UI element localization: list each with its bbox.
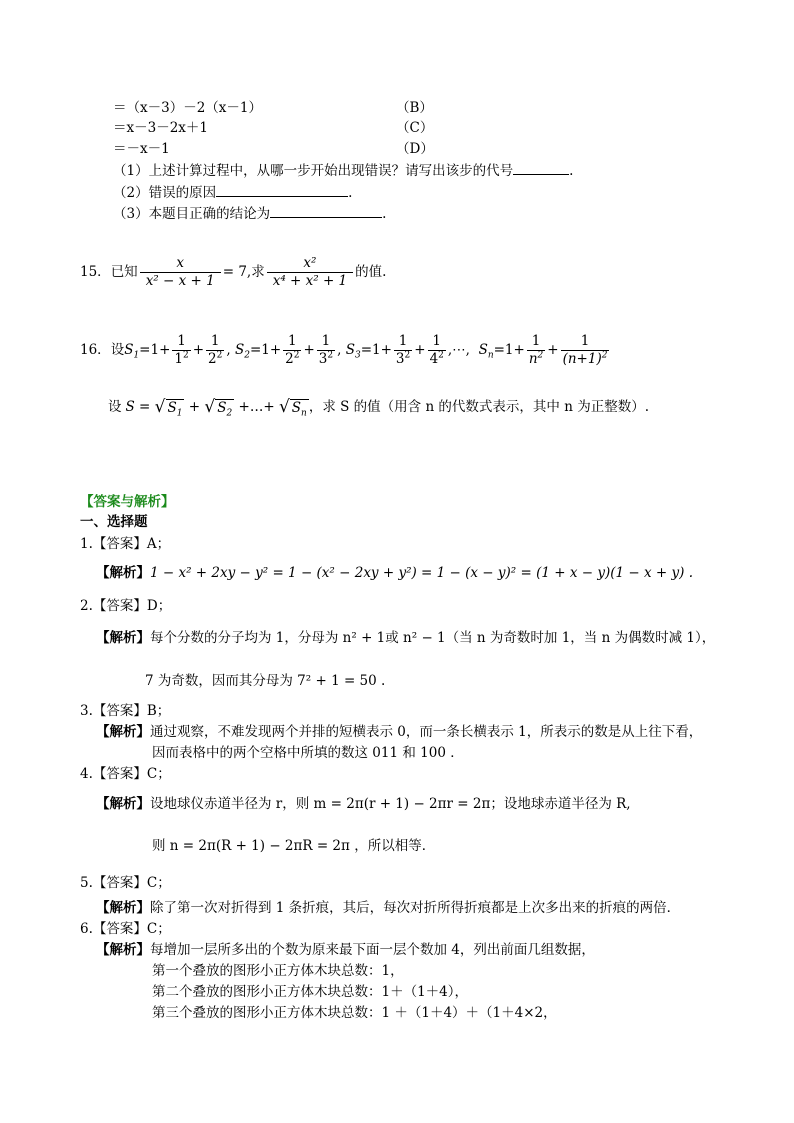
- answer-1-label: 1.【答案】A；: [80, 536, 171, 552]
- step-b-code: （B）: [396, 100, 433, 116]
- answer-5-explanation: 【解析】除了第一次对折得到 1 条折痕，其后，每次对折所得折痕都是上次多出来的折痕的两倍．: [96, 900, 681, 916]
- step-d: ＝－x－1: [113, 141, 170, 157]
- step-b-expr: ＝（x－3）－2（x－1）: [113, 100, 262, 116]
- step-b: [113, 100, 262, 116]
- q15-equals: = 7: [222, 264, 247, 281]
- q16-s1-formula: $S_1$: [124, 342, 140, 361]
- answers-heading: 【答案与解析】: [80, 494, 175, 510]
- answer-blank-1: [513, 161, 569, 175]
- q15-text-2: ,求: [246, 264, 265, 281]
- q16-frac-f: $\frac{1}{4^2}$: [429, 333, 444, 367]
- q16-number: 16．: [80, 342, 111, 359]
- answer-3-label: 3.【答案】B；: [80, 703, 171, 719]
- answer-6-label: 6.【答案】C；: [80, 921, 171, 937]
- answer-4-label: 4.【答案】C；: [80, 766, 171, 782]
- q16-frac-c: $\frac{1}{2^2}$: [285, 333, 300, 367]
- answer-6-line-3: 第三个叠放的图形小正方体木块总数：1 ＋（1＋4）＋（1＋4×2，: [152, 1005, 557, 1021]
- answer-5-label: 5.【答案】C；: [80, 875, 171, 891]
- q16-frac-d: $\frac{1}{3^2}$: [318, 333, 334, 367]
- question-16: 16． 设 $S_1$ =1+ $\frac{1}{1^2}$ + $\frac{1}{2^2}$ , $S_2$ =1+ $\frac{1}{2^2}$ + $\frac{1}{3^2}$ , $S_3$ =1+ $\frac{1}{3^2}$ + $\frac{1}{4^2}$ ,⋯, $S_n$ =1+ $\frac{1}{n^2}$ + $\frac{1}{(n+1)^2}$: [80, 333, 608, 367]
- q15-fraction-2: $\frac{\text{x²}}{\text{x⁴ + x² + 1}}$: [267, 256, 353, 289]
- answer-3-explanation: 【解析】通过观察，不难发现两个并排的短横表示 0，而一条长横表示 1，所表示的数是从上往下看，: [96, 724, 703, 740]
- q16-frac-h: $\frac{1}{(n+1)^2}$: [562, 333, 608, 367]
- q16-frac-g: $\frac{1}{n^2}$: [528, 333, 544, 367]
- answer-1-explanation: 【解析】1 − x² + 2xy − y² = 1 − (x² − 2xy + y²) = 1 − (x − y)² = (1 + x − y)(1 − x + y) .: [96, 565, 693, 581]
- q14-sub-3: （3）本题目正确的结论为 .: [113, 206, 387, 222]
- sqrt-sn: √ $S_n$: [278, 397, 307, 419]
- answer-4-explanation: 【解析】设地球仪赤道半径为 r，则 m = 2π(r + 1) − 2πr = 2π；设地球赤道半径为 R,: [96, 796, 631, 812]
- q16-line-2: 设 S = √ $S_1$ + √ $S_2$ +…+ √ $S_n$ ，求 S 的值（用含 n 的代数式表示，其中 n 为正整数）.: [108, 397, 650, 419]
- q15-text-3: 的值.: [355, 264, 387, 281]
- step-c: ＝x－3－2x＋1: [113, 120, 208, 136]
- answer-2-line-2: 7 为奇数，因而其分母为 7² + 1 = 50 .: [145, 673, 386, 689]
- section-title: 一、选择题: [80, 514, 148, 530]
- q15-number: 15．: [80, 264, 111, 281]
- q15-fraction-1: $\frac{x}{\text{x² − x + 1}}$: [140, 256, 221, 289]
- sqrt-s1: √ $S_1$: [154, 397, 183, 419]
- q16-frac-e: $\frac{1}{3^2}$: [395, 333, 411, 367]
- q14-sub-2: （2）错误的原因 .: [113, 185, 353, 201]
- answer-6-explanation: 【解析】每增加一层所多出的个数为原来最下面一层个数加 4，列出前面几组数据，: [96, 942, 595, 958]
- answer-3-line-2: 因而表格中的两个空格中所填的数这 011 和 100 ．: [152, 745, 464, 761]
- answer-blank-3: [270, 204, 382, 218]
- answer-2-label: 2.【答案】D；: [80, 598, 172, 614]
- step-d-code: （D）: [396, 141, 434, 157]
- q15-text-1: 已知: [110, 264, 138, 281]
- answer-6-line-1: 第一个叠放的图形小正方体木块总数：1，: [152, 963, 404, 979]
- answer-2-explanation: 【解析】每个分数的分子均为 1，分母为 n² + 1或 n² − 1（当 n 为奇数时加 1，当 n 为偶数时减 1），: [96, 630, 716, 646]
- q16-text-1: 设: [110, 342, 125, 359]
- answer-6-line-2: 第二个叠放的图形小正方体木块总数：1＋（1＋4），: [152, 984, 469, 1000]
- question-15: [80, 256, 386, 289]
- sqrt-s2: √ $S_2$: [204, 397, 233, 419]
- q16-frac-a: $\frac{1}{1^2}$: [174, 333, 189, 367]
- answer-4-line-2: 则 n = 2π(R + 1) − 2πR = 2π ，所以相等．: [152, 838, 436, 854]
- step-c-code: （C）: [396, 120, 434, 136]
- q14-sub-1: （1）上述计算过程中，从哪一步开始出现错误？请写出该步的代号 .: [113, 163, 574, 179]
- q16-frac-b: $\frac{1}{2^2}$: [208, 333, 223, 367]
- answer-blank-2: [216, 183, 348, 197]
